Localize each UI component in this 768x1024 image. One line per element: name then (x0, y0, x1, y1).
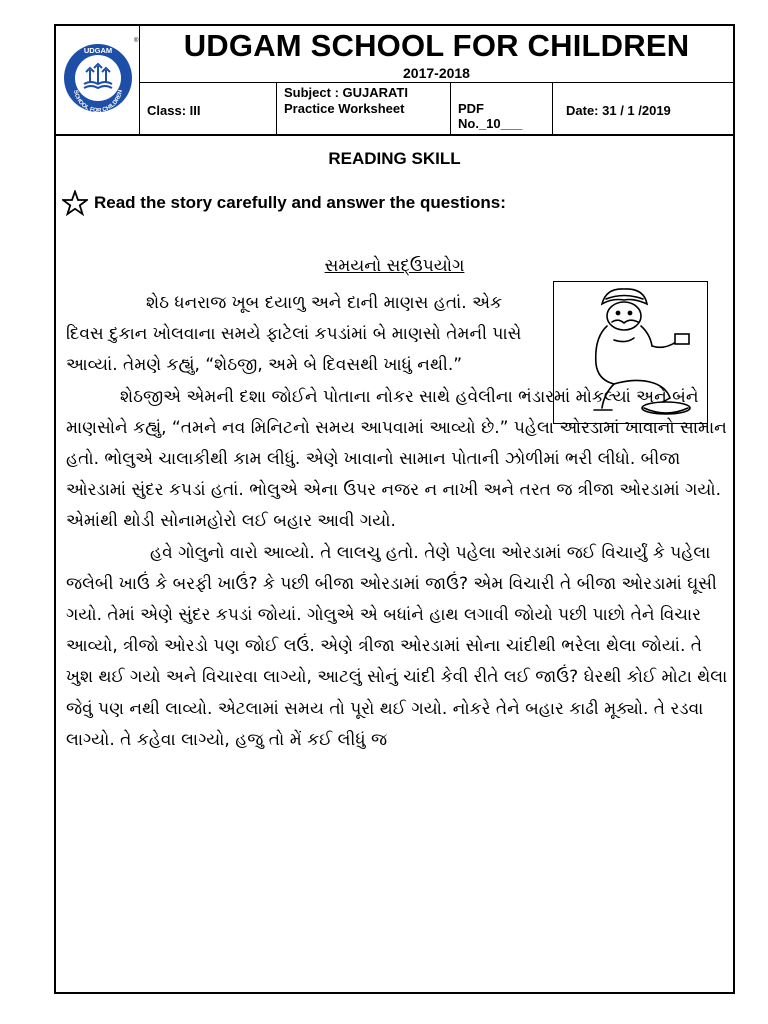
star-icon (62, 190, 88, 216)
worksheet-type: Practice Worksheet (284, 101, 405, 116)
pdf-cell (451, 83, 553, 135)
school-logo (56, 26, 140, 134)
worksheet-header (56, 26, 733, 136)
school-name: UDGAM SCHOOL FOR CHILDREN (183, 28, 690, 63)
class-cell: Class: III (140, 83, 277, 135)
story-paragraph-3: હવે ગોલુનો વારો આવ્યો. તે લાલચુ હતો. તેણે પહેલા ઓરડામાં જઈ વિચાર્યું કે પહેલા જલેબી ખાઉં કે બરફી ખાઉં? કે પછી બીજા ઓરડામાં જાઉં? એમ વિચારી તે બીજા ઓરડામાં ઘૂસી ગયો. તેમાં એણે સુંદર કપડાં જોયાં. ગોલુએ એ બધાંને હાથ લગાવી જોયો પછી પાછો તેને વિચાર આવ્યો, ત્રીજો ઓરડો પણ જોઈ લઉં. એણે ત્રીજા ઓરડામાં સોના ચાંદીથી ભરેલા થેલા જોયાં. તે ખુશ થઈ ગયો અને વિચારવા લાગ્યો, આટલું સોનું ચાંદી કેવી રીતે લઈ જાઉં? ઘેરથી કોઈ મોટા થેલા જેવું પણ નથી લાવ્યો. એટલામાં સમય તો પૂરો થઈ ગયો. નોકરે તેને બહાર કાઢી મૂક્યો. તે રડવા લાગ્યો. તે કહેવા લાગ્યો, હજુ તો મેં કઈ લીધું જ (66, 542, 728, 750)
logo-cell (56, 26, 140, 134)
story-paragraph-1: શેઠ ધનરાજ ખૂબ દયાળુ અને દાની માણસ હતાં. એક દિવસ દુકાન ખોલવાના સમયે ફાટેલાં કપડાંમાં બે માણસો તેમની પાસે આવ્યાં. તેમણે કહ્યું, “શેઠજી, અમે બે દિવસથી ખાધું નથી.” (66, 293, 522, 376)
academic-year: 2017-2018 (403, 65, 470, 81)
pdf-number: No._10___ (458, 116, 523, 131)
instruction-line (62, 190, 506, 216)
story-paragraph-2: શેઠજીએ એમની દશા જોઈને પોતાના નોકર સાથે હવેલીના ભંડારમાં મોકલ્યાં અને બંને માણસોને કહ્યું, “તમને નવ મિનિટનો સમય આપવામાં આવ્યો છે.” પહેલા ઓરડામાં ખાવાનો સામાન હતો. ભોલુએ ચાલાકીથી કામ લીધું. એણે ખાવાનો સામાન પોતાની ઝોળીમાં ભરી લીધો. બીજા ઓરડામાં સુંદર કપડાં હતાં. ભોલુએ એના ઉપર નજર ન નાખી અને તરત જ ત્રીજા ઓરડામાં ગયો. એમાંથી થોડી સોનામહોરો લઈ બહાર આવી ગયો. (66, 386, 727, 532)
date-cell: Date: 31 / 1 /2019 (566, 103, 671, 118)
story-title (56, 256, 733, 276)
instruction-text: Read the story carefully and answer the questions: (94, 193, 506, 212)
registered-mark: ® (134, 38, 139, 44)
subject-cell (277, 83, 451, 135)
story-body (66, 288, 730, 756)
info-row (140, 82, 733, 135)
pdf-label: PDF (458, 101, 484, 116)
logo-ring-text: SCHOOL FOR CHILDREN (72, 89, 124, 115)
worksheet-page (54, 24, 735, 994)
story-title-text: સમયનો સદ્ઉપયોગ (324, 256, 465, 276)
logo-brand-text: UDGAM (83, 46, 113, 55)
subject-label: Subject : GUJARATI (284, 85, 408, 100)
section-title: READING SKILL (328, 149, 461, 168)
